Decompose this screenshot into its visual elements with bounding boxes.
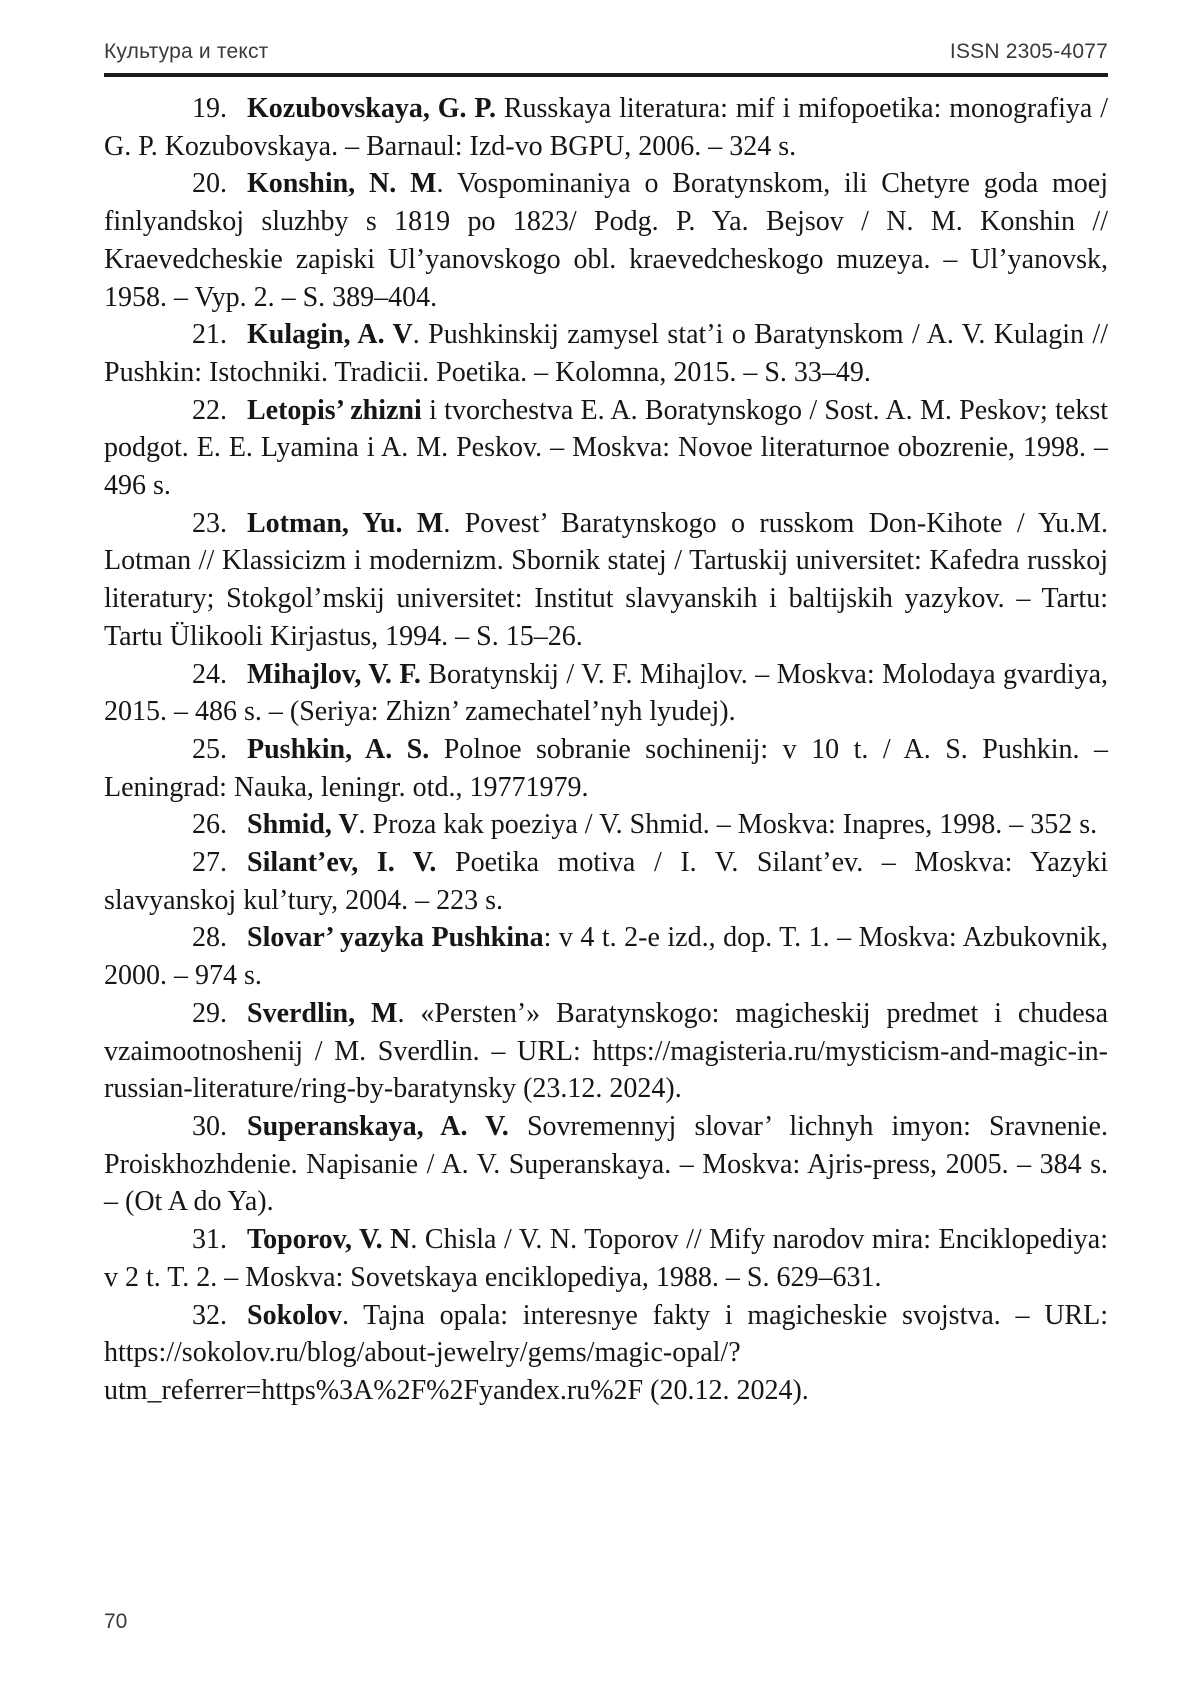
reference-number: 22.	[192, 394, 227, 426]
reference-item	[104, 505, 1108, 656]
reference-author: Kozubovskaya, G. P.	[247, 93, 496, 124]
reference-author: Slovar’ yazyka Pushkina	[247, 922, 544, 954]
reference-author: Toporov, V. N	[247, 1224, 411, 1256]
reference-number: 23.	[192, 507, 227, 539]
reference-number: 20.	[192, 168, 227, 200]
reference-item	[104, 165, 1108, 316]
reference-text: . Chisla / V. N. Toporov // Mify narodov mira: Enciklopediya: v 2 t. T. 2. – Moskva: Sovetskaya enciklopediya, 1988. – S. 629–631.	[104, 1224, 1108, 1293]
issn-label: ISSN 2305-4077	[949, 40, 1108, 63]
reference-item	[104, 731, 1108, 806]
reference-number: 30.	[192, 1110, 227, 1142]
reference-item	[104, 806, 1108, 844]
reference-text: . Proza kak poeziya / V. Shmid. – Moskva: Inapres, 1998. – 352 s.	[358, 809, 1098, 841]
reference-item	[104, 1221, 1108, 1296]
header-rule	[104, 73, 1108, 77]
reference-number: 26.	[192, 809, 227, 841]
reference-text: Russkaya literatura: mif i mifopoetika: monografiya / G. P. Kozubovskaya. – Barnaul: Izd-vo BGPU, 2006. – 324 s.	[104, 93, 1109, 162]
reference-number: 32.	[192, 1299, 227, 1331]
reference-text: . Pushkinskij zamysel stat’i o Baratynskom / A. V. Kulagin // Pushkin: Istochniki. Tradicii. Poetika. – Kolomna, 2015. – S. 33–49.	[104, 319, 1108, 388]
reference-number: 25.	[192, 733, 227, 765]
reference-text: . Povest’ Baratynskogo o russkom Don-Kihote / Yu.M. Lotman // Klassicizm i modernizm. Sbornik statej / Tartuskij universitet: Kafedra russkoj literatury; Stokgol’mskij universitet: Institut slavyanskih i baltijskih yazykov. – Tartu: Tartu Ülikooli Kirjastus, 1994. – S. 15–26.	[104, 507, 1109, 652]
reference-item	[104, 656, 1108, 731]
reference-text: Sovremennyj slovar’ lichnyh imyon: Sravnenie. Proiskhozhdenie. Napisanie / A. V. Superanskaya. – Moskva: Ajris-press, 2005. – 384 s. – (Ot A do Ya).	[104, 1110, 1108, 1218]
reference-author: Mihajlov, V. F.	[247, 658, 421, 690]
reference-list	[104, 90, 1108, 1410]
page-header	[104, 40, 1108, 64]
reference-text: Poetika motiva / I. V. Silant’ev. – Moskva: Yazyki slavyanskoj kul’tury, 2004. – 223 s.	[104, 847, 1108, 916]
reference-text: . «Persten’» Baratynskogo: magicheskij predmet i chudesa vzaimootnoshenij / M. Sverdlin. – URL: https://magisteria.ru/mysticism-and-magic-in-russian-literature/ring-by-baratynsky (23.12. 2024).	[104, 997, 1109, 1105]
reference-author: Lotman, Yu. M	[247, 507, 444, 539]
journal-title: Культура и текст	[104, 40, 269, 63]
reference-text: . Vospominaniya o Boratynskom, ili Chetyre goda moej finlyandskoj sluzhby s 1819 po 1823/ Podg. P. Ya. Bejsov / N. M. Konshin // Kraevedcheskie zapiski Ul’yanovskogo obl. kraevedcheskogo muzeya. – Ul’yanovsk, 1958. – Vyp. 2. – S. 389–404.	[104, 168, 1109, 313]
reference-number: 28.	[192, 922, 227, 954]
reference-text: : v 4 t. 2-e izd., dop. T. 1. – Moskva: Azbukovnik, 2000. – 974 s.	[104, 922, 1109, 992]
reference-item	[104, 1297, 1108, 1410]
reference-number: 31.	[192, 1224, 227, 1256]
reference-number: 19.	[192, 93, 227, 124]
reference-item	[104, 919, 1108, 994]
reference-item	[104, 316, 1108, 391]
reference-item	[104, 1108, 1108, 1221]
reference-text: i tvorchestva E. A. Boratynskogo / Sost. A. M. Peskov; tekst podgot. E. E. Lyamina i A. M. Peskov. – Moskva: Novoe literaturnoe obozrenie, 1998. – 496 s.	[104, 394, 1109, 502]
reference-author: Kulagin, A. V	[247, 319, 413, 351]
reference-author: Letopis’ zhizni	[247, 394, 422, 426]
reference-author: Superanskaya, A. V.	[247, 1110, 509, 1142]
reference-author: Pushkin, A. S.	[247, 733, 430, 765]
reference-number: 24.	[192, 658, 227, 690]
reference-author: Konshin, N. M	[247, 168, 437, 200]
reference-text: . Tajna opala: interesnye fakty i magicheskie svojstva. – URL: https://sokolov.ru/blog/about-jewelry/gems/magic-opal/?utm_referrer=https%3A%2F%2Fyandex.ru%2F (20.12. 2024).	[104, 1299, 1108, 1406]
reference-number: 29.	[192, 997, 227, 1029]
reference-text: Boratynskij / V. F. Mihajlov. – Moskva: Molodaya gvardiya, 2015. – 486 s. – (Seriya: Zhizn’ zamechatel’nyh lyudej).	[104, 658, 1108, 728]
reference-text: Polnoe sobranie sochinenij: v 10 t. / A. S. Pushkin. – Leningrad: Nauka, leningr. otd., 19771979.	[104, 733, 1108, 803]
reference-item	[104, 392, 1108, 505]
reference-author: Sverdlin, M	[247, 997, 398, 1029]
reference-number: 21.	[192, 319, 227, 351]
reference-author: Shmid, V	[247, 809, 359, 841]
reference-item	[104, 995, 1108, 1108]
page-number: 70	[104, 1610, 128, 1633]
reference-item	[104, 844, 1108, 919]
reference-author: Sokolov	[247, 1299, 342, 1331]
reference-author: Silant’ev, I. V.	[247, 847, 437, 879]
reference-item	[104, 90, 1108, 165]
reference-number: 27.	[192, 847, 227, 879]
